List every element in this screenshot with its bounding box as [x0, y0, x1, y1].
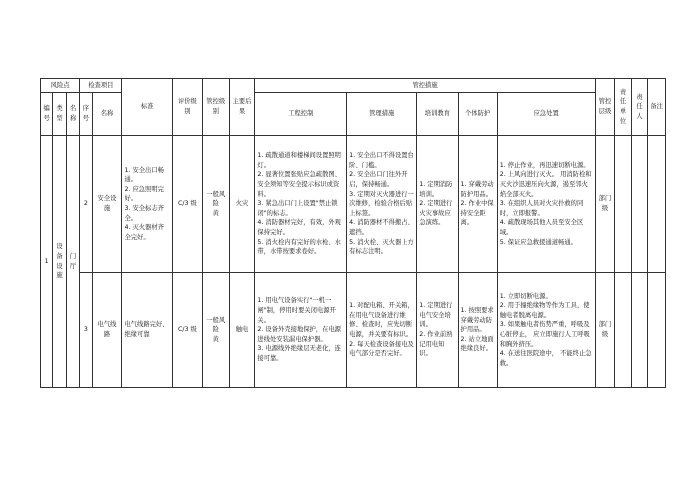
header-type: 类型: [53, 93, 66, 136]
row-management: 1. 对配电箱、开关箱，在用电气设备进行维修、检查时，应先切断电源，并关要有标识。 2. 每天检查设备接电及电气部分是否完好。: [347, 273, 417, 388]
header-engineering: 工程控制: [255, 93, 347, 136]
header-responsible-unit: 责任单位: [615, 79, 631, 136]
risk-control-table: [40, 78, 666, 388]
row-eval-level: C/3 级: [172, 136, 202, 273]
header-control-measures: 管控措施: [255, 79, 595, 93]
group-type: 设备设施: [53, 136, 66, 388]
row-item-name: 安全设施: [92, 136, 122, 273]
row-manage-level: 一般风险 黄: [202, 136, 229, 273]
header-management: 管理措施: [347, 93, 417, 136]
header-no: 编号: [41, 93, 53, 136]
header-control-level: 管控层级: [595, 79, 615, 136]
row-engineering: 1. 疏散通道和楼梯间设置照明灯。 2. 显著位置张贴应急疏散图、安全须知等安全提示标识或资料。 3. 紧急出口门上设置"禁止锁闭"的标志。 4. 消防器材完好，有效，外观保持完好。 5. 消火栓内有完好的水枪、水带，水带按要求卷好。: [255, 136, 347, 273]
row-responsible-unit: [615, 273, 631, 388]
header-eval-level: 评价级别: [172, 79, 202, 136]
row-eval-level: C/3 级: [172, 273, 202, 388]
row-consequence: 火灾: [229, 136, 255, 273]
header-name: 名称: [66, 93, 79, 136]
group-name: 门厅: [66, 136, 79, 388]
row-seq: 2: [80, 136, 92, 273]
table-row: [41, 273, 666, 388]
row-responsible-person: [631, 136, 647, 273]
group-no: 1: [41, 136, 53, 388]
header-emergency: 应急处置: [497, 93, 595, 136]
header-check-item: 检查项目: [80, 79, 122, 93]
header-responsible-person: 责任人: [631, 79, 647, 136]
row-emergency: 1. 停止作业，再迅速切断电源。 2. 上风向进行灭火。 用消防栓和灭火沙迅速压向火源，遏至邻火焰全部灭火。 3. 在组织人员对火灾扑救的同时，立即报警。 4. 疏散现场其他人员至安全区域。 5. 保证应急救援通道畅通。: [497, 136, 595, 273]
row-remarks: [648, 136, 666, 273]
header-remarks: 备注: [648, 79, 666, 136]
header-seq: 序号: [80, 93, 92, 136]
row-ppe: 1. 穿戴劳动防护用品。 2. 作业中保持安全距离。: [458, 136, 497, 273]
row-control-level: 部门级: [595, 136, 615, 273]
row-emergency: 1. 立即切断电源。 2. 用于撞绝缘物等作为工具，使触电者脱离电源。 3. 如果触电者伤势严重，呼吸及心脏停止， 应立即施行人工呼吸和胸外挤压。 4. 在送往医院途中， 不能终止急救。: [497, 273, 595, 388]
header-manage-level: 管控级别: [202, 79, 229, 136]
table-row: [41, 136, 666, 273]
header-risk-point: 风险点: [41, 79, 80, 93]
row-remarks: [648, 273, 666, 388]
row-engineering: 1. 用电气设备实行"一机一闸"制，停用时要关闭电源开关。 2. 设备外壳接地保护，在电源进线处安装漏电保护器。 3. 电源线外绝缘层无老化，连接可靠。: [255, 273, 347, 388]
row-item-name: 电气线路: [92, 273, 122, 388]
row-manage-level: 一般风险 黄: [202, 273, 229, 388]
row-standard: 电气线路完好、绝缘可靠: [122, 273, 173, 388]
row-consequence: 触电: [229, 273, 255, 388]
row-control-level: 部门级: [595, 273, 615, 388]
row-seq: 3: [80, 273, 92, 388]
header-row-1: [41, 79, 666, 93]
row-responsible-unit: [615, 136, 631, 273]
row-training: 1. 定期进行电气安全培训。 2. 作业前熟记用电知识。: [417, 273, 458, 388]
header-standard: 标准: [122, 79, 173, 136]
row-management: 1. 安全出口不得设置台阶、门槛。 2. 安全出口门往外开启，保持畅通。 3. 定期对灭火器进行一次维修，检验合格后贴上标签。 4. 消防器材不得搬占、遮挡。 5. 消火栓、灭火器上方有标志注明。: [347, 136, 417, 273]
row-ppe: 1. 按照要求穿戴劳动防护用品。 2. 站立地面绝缘良好。: [458, 273, 497, 388]
header-training: 培训教育: [417, 93, 458, 136]
header-main-consequence: 主要后果: [229, 79, 255, 136]
row-standard: 1. 安全出口畅通。 2. 应急照明完好。 3. 安全标志齐全。 4. 灭火器材齐全完好。: [122, 136, 173, 273]
row-training: 1. 定期消防培训。 2. 定期进行火灾事故应急演练。: [417, 136, 458, 273]
row-responsible-person: [631, 273, 647, 388]
header-ppe: 个体防护: [458, 93, 497, 136]
header-item-name: 名称: [92, 93, 122, 136]
